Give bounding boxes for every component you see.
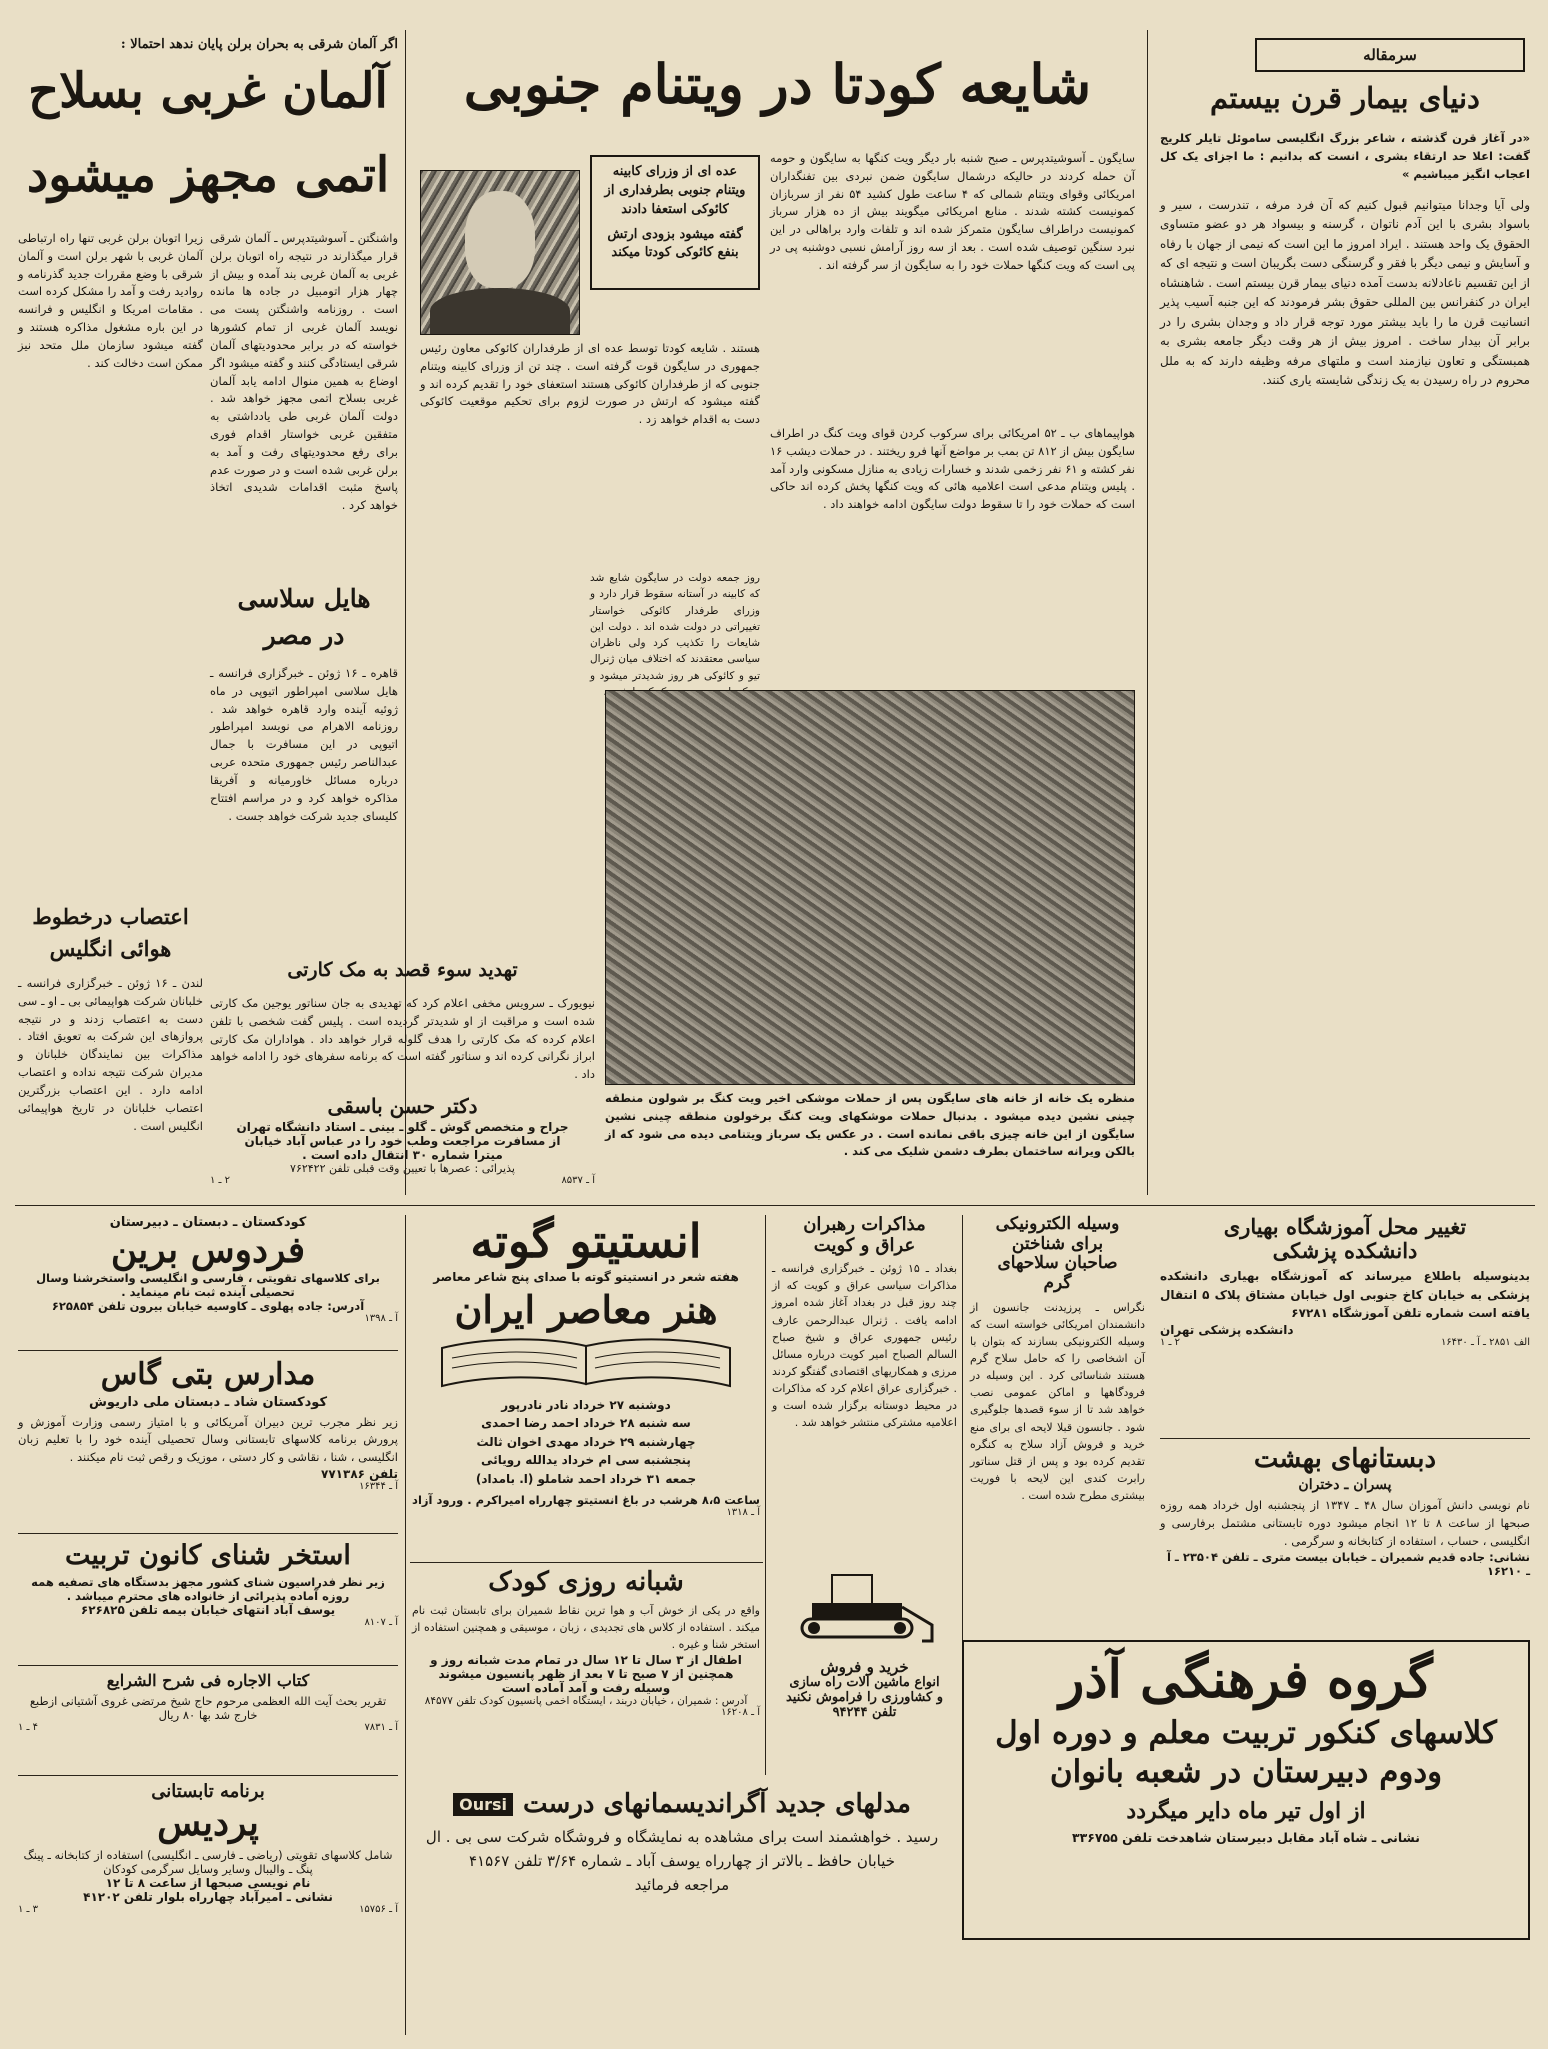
portrait-face bbox=[465, 191, 535, 289]
betti-sub: کودکستان شاد ـ دبستان ملی داریوش bbox=[88, 1394, 328, 1410]
germany-headline-1: آلمان غربی بسلاح bbox=[28, 63, 388, 119]
pool-address: یوسف آباد انتهای خیابان بیمه تلفن ۶۲۶۸۲۵ bbox=[80, 1603, 336, 1618]
ad-tractor bbox=[772, 1555, 957, 1770]
ad-oursi bbox=[412, 1790, 952, 2030]
portrait-photo bbox=[420, 170, 580, 335]
airline-title-2: هوائی انگلیس bbox=[49, 936, 172, 961]
pardis-name: پردیس bbox=[157, 1801, 259, 1844]
oursi-body: رسید . خواهشمند است برای مشاهده به نمایشگاه و فروشگاه شرکت سی بی . ال bbox=[425, 1827, 939, 1846]
behesht-body: نام نویسی دانش آموزان سال ۴۸ ـ ۱۳۴۷ از پنجشنبه اول خرداد همه روزه صبحها از ساعت ۸ تا ۱۲ انجام میشود دوره تابستانی مشتمل برفارسی و انگلیسی ، حساب ، استفاده از کتابخانه و سرگرمی . bbox=[1160, 1497, 1531, 1548]
column-rule bbox=[765, 1215, 766, 1775]
iraq-kuwait-story bbox=[772, 1215, 957, 1545]
kids-name: شبانه روزی کودک bbox=[488, 1567, 684, 1597]
doctor-line3: میترا شماره ۳۰ انتقال داده است . bbox=[302, 1148, 503, 1162]
kids-line2: همچنین از ۷ صبح تا ۷ بعد از ظهر پانسیون میشوند bbox=[438, 1667, 734, 1682]
azar-line1: کلاسهای کنکور تربیت معلم و دوره اول bbox=[995, 1714, 1497, 1751]
ad-rule bbox=[18, 1350, 398, 1351]
goethe-footer: ساعت ۸،۵ هرشب در باغ انستیتو چهارراه امیراکرم . ورود آزاد bbox=[412, 1492, 760, 1507]
airline-title-1: اعتصاب درخطوط bbox=[32, 904, 189, 929]
ad-book bbox=[18, 1672, 398, 1772]
germany-headline-2: اتمی مجهز میشود bbox=[26, 147, 390, 203]
pool-code: آ ـ ۸۱۰۷ bbox=[364, 1617, 398, 1629]
electronic-title-4: گرم bbox=[1043, 1272, 1072, 1293]
ad-rule bbox=[18, 1665, 398, 1666]
electronic-title-3: صاحبان سلاحهای bbox=[997, 1253, 1118, 1274]
doctor-codes bbox=[210, 1175, 595, 1186]
azar-name: گروه فرهنگی آذر bbox=[1059, 1649, 1433, 1710]
ad-doctor bbox=[210, 1095, 595, 1200]
doctor-line2: از مسافرت مراجعت وطب خود را در عباس آباد خیابان bbox=[244, 1134, 561, 1148]
electronic-body: نگراس ـ پرزیدنت جانسون از دانشمندان امریکائی خواسته است که وسیله الکترونیکی بسازند که بتوان با آن اشخاصی را که حامل سلاح گرم هستند شناسائی کرد . این وسیله در فرودگاهها و اماکن عمومی نصب خواهد شد تا از سوء قصدها جلوگیری شود . جانسون قبلا لایحه ای برای منع خرید و فروش آزاد سلاح به کنگره تقدیم کرده بود و پس از قتل سناتور رابرت کندی این لایحه با فوریت بیشتری مطرح شده است . bbox=[970, 1301, 1145, 1502]
airline-body: لندن ـ ۱۶ ژوئن ـ خبرگزاری فرانسه ـ خلبانان شرکت هواپیمائی بی ـ او ـ سی دست به اعتصاب زدند و در نتیجه پروازهای این شرکت به تعویق افتاد . مذاکرات بین نمایندگان خلبانان و مدیران شرکت نتیجه نداده و اعتصاب ادامه دارد . این اعتصاب بزرگترین اعتصاب خلبانان در تاریخ هواپیمائی انگلیس است . bbox=[18, 976, 203, 1133]
doctor-code: آ ـ ۸۵۳۷ bbox=[561, 1175, 595, 1186]
kids-address: آدرس : شمیران ، خیابان دربند ، ایستگاه اخمی پانسیون کودک تلفن ۸۴۵۷۷ bbox=[424, 1695, 748, 1708]
tractor-line3: و کشاورزی را فراموش نکنید bbox=[785, 1690, 944, 1706]
nursing-sign: دانشکده پزشکی تهران bbox=[1160, 1323, 1294, 1338]
book-codes bbox=[18, 1722, 398, 1733]
doctor-name: دکتر حسن باسقی bbox=[327, 1094, 478, 1118]
nursing-code-2: ۲ ـ ۱ bbox=[1160, 1337, 1181, 1349]
goethe-name: انستیتو گوته bbox=[470, 1214, 702, 1268]
kids-line1: اطفال از ۳ سال تا ۱۲ سال در تمام مدت شبانه روز و bbox=[430, 1653, 742, 1668]
book-title: کتاب الاجاره فی شرح الشرایع bbox=[106, 1671, 310, 1690]
ferdows-top: کودکستان ـ دبستان ـ دبیرستان bbox=[109, 1215, 307, 1230]
goethe-row: دوشنبه ۲۷ خرداد نادر نادرپور bbox=[501, 1397, 671, 1412]
electronic-title-2: برای شناختن bbox=[1011, 1233, 1104, 1254]
tractor-phone: تلفن ۹۴۲۴۴ bbox=[832, 1705, 897, 1721]
tractor-line2: انواع ماشین آلات راه سازی bbox=[789, 1675, 940, 1691]
pardis-code: آ ـ ۱۵۷۵۶ bbox=[359, 1904, 398, 1916]
goethe-row: چهارشنبه ۲۹ خرداد مهدی اخوان ثالث bbox=[476, 1434, 696, 1449]
oursi-cta: مراجعه فرمائید bbox=[634, 1875, 730, 1894]
betti-body: زیر نظر مجرب ترین دبیران آمریکائی و با امتیاز رسمی وزارت آموزش و پرورش برنامه کلاسهای تابستانی وسال تحصیلی آینده خود را با تعلیم زبان انگلیسی ، شنا ، نقاشی و کار دستی ، موزیک و رقص ثبت نام میکنند . bbox=[18, 1414, 398, 1465]
betti-phone: تلفن ۷۷۱۳۸۶ bbox=[321, 1466, 398, 1481]
azar-line2: ودوم دبیرستان در شعبه بانوان bbox=[1049, 1754, 1443, 1791]
open-book-icon bbox=[412, 1334, 760, 1394]
oursi-brand-logo: Oursi bbox=[453, 1793, 513, 1816]
doctor-code-2: ۲ ـ ۱ bbox=[210, 1175, 231, 1186]
nursing-title-2: دانشکده پزشکی bbox=[1272, 1238, 1418, 1264]
saigon-story-col4: روز جمعه دولت در سایگون شایع شد که کابینه در آستانه سقوط قرار دارد و وزرای طرفدار کائوکی خواستار تغییراتی در دولت شده اند . دولت این شایعات را تکذیب کرد ولی ناظران سیاسی معتقدند که اختلاف میان ژنرال تیو و کائوکی هر روز شدیدتر میشود و bbox=[590, 572, 760, 682]
pardis-body: شامل کلاسهای تقویتی (ریاضی ـ فارسی ـ انگلیسی) استفاده از کتابخانه ـ پینگ پنگ ـ والیبال وسایر وسایل سرگرمی کودکان bbox=[23, 1848, 393, 1877]
ad-pardis bbox=[18, 1782, 398, 2042]
book-code: آ ـ ۷۸۳۱ bbox=[364, 1722, 398, 1734]
oursi-header bbox=[412, 1790, 952, 1820]
editorial-title: دنیای بیمار قرن بیستم bbox=[1210, 81, 1480, 115]
ad-kids bbox=[412, 1568, 760, 1773]
boxed-note-line1: عده ای از وزرای کابینه ویتنام جنوبی بطرفداری از کائوکی استعفا دادند bbox=[604, 164, 746, 217]
oursi-title: مدلهای جدید آگراندیسمانهای درست bbox=[523, 1789, 911, 1819]
doctor-line4: پذیرائی : عصرها با تعیین وقت قبلی تلفن ۷۶۲۴۲۲ bbox=[290, 1162, 515, 1175]
column-rule bbox=[405, 1215, 406, 2035]
goethe-row: جمعه ۳۱ خرداد احمد شاملو (ا. بامداد) bbox=[475, 1471, 697, 1486]
pardis-codes bbox=[18, 1904, 398, 1915]
ad-rule bbox=[18, 1775, 398, 1776]
goethe-title: هنر معاصر ایران bbox=[454, 1286, 718, 1332]
germany-body-2: زیرا اتوبان برلن غربی تنها راه ارتباطی آلمان غربی با شهر برلن است و آلمان شرقی با وضع مقررات جدید گذرنامه و روادید رفت و آمد را مشکل کرده است . مقامات امریکا و انگلیس و فرانسه در این باره مشغول مذاکره هستند و گفته میشود سازمان ملل متحد نیز ممکن است دخالت کند . bbox=[18, 231, 203, 370]
ad-betti bbox=[18, 1358, 398, 1528]
behesht-address: نشانی: جاده قدیم شمیران ـ خیابان بیست متری ـ تلفن ۲۳۵۰۴ ـ آ ـ ۱۶۲۱۰ bbox=[1166, 1550, 1530, 1579]
ad-azar bbox=[962, 1640, 1530, 1940]
oursi-address: خیابان حافظ ـ بالاتر از چهارراه یوسف آباد ـ شماره ۳/۶۴ تلفن ۴۱۵۶۷ bbox=[468, 1851, 896, 1870]
pardis-address: نشانی ـ امیرآباد چهارراه بلوار تلفن ۴۱۲۰۲ bbox=[83, 1890, 333, 1905]
ad-pool bbox=[18, 1540, 398, 1660]
kids-line3: وسیله رفت و آمد آماده است bbox=[501, 1681, 671, 1696]
pardis-code-2: ۳ ـ ۱ bbox=[18, 1904, 39, 1916]
goethe-row: سه شنبه ۲۸ خرداد احمد رضا احمدی bbox=[481, 1416, 691, 1431]
boxed-note bbox=[590, 155, 760, 290]
goethe-schedule bbox=[412, 1396, 760, 1489]
column-rule bbox=[1147, 30, 1148, 1195]
electronic-title-1: وسیله الکترونیکی bbox=[995, 1214, 1120, 1234]
nursing-body: بدینوسیله باطلاع میرساند که آموزشگاه بهیاری دانشکده پزشکی به خیابان کاخ جنوبی اول خیابان مشتاق پلاک ۵ انتقال یافته است شماره تلفن آموزشگاه ۶۷۲۸۱ bbox=[1160, 1269, 1530, 1321]
mccarthy-title: تهدید سوء قصد به مک کارتی bbox=[287, 959, 518, 981]
azar-line3: از اول تیر ماه دایر میگردد bbox=[1126, 1798, 1366, 1825]
editorial-body: ولی آیا وجدانا میتوانیم قبول کنیم که آن فرد مرفه ، تندرست ، سیر و باسواد بشری با این آدم ناتوان ، گرسنه و بیسواد هر دو عضو متساوی الحقوق یک واحد هستند . ایراد امروز ما این است که نیمی از جهان با رفاه و آسایش و نیمی دیگر با فقر و گرسنگی دست بگریبان است و نتیجه ای که از این تقسیم ناعادلانه بدست آمده دنیای بیمار قرن بیستم است . شاهنشاه ایران در کنفرانس بین المللی حقوق بشر فرمودند که این جنبه آسیب پذیر انسانیت قرن ما را باید بیشتر مورد توجه قرار داد و وجدان بشری را در برابر آن بیدار ساخت . امروز بیش از هر وقت دیگر جامعه بشری به همبستگی و تعاون نیازمند است و ملتهای مرفه وظیفه دارند که به ملل محروم در راه رسیدن به یک زندگی شایسته یاری کنند. bbox=[1160, 198, 1530, 387]
book-body: تقریر بحث آیت الله العظمی مرحوم حاج شیخ مرتضی غروی آشتیانی ازطبع خارج شد بها ۸۰ ریال bbox=[29, 1694, 387, 1723]
behesht-sub: پسران ـ دختران bbox=[1298, 1476, 1392, 1493]
goethe-sub: هفته شعر در انستیتو گوته با صدای پنج شاعر معاصر bbox=[433, 1269, 739, 1284]
saigon-story-col2: هستند . شایعه کودتا توسط عده ای از طرفداران کائوکی معاون رئیس جمهوری در سایگون قوت گرفته است . چند تن از وزرای کابینه ویتنام جنوبی که از طرفداران کائوکی هستند استعفای خود را تقدیم کرده اند و گفته میشود که ارتش در صورت لزوم برای تحکیم موقعیت کائوکی دست به اقدام خواهد زد . bbox=[420, 341, 760, 427]
goethe-row: پنجشنبه سی ام خرداد یدالله رویائی bbox=[481, 1453, 691, 1468]
ad-nursing bbox=[1160, 1215, 1530, 1430]
betti-code: آ ـ ۱۶۳۴۴ bbox=[359, 1480, 398, 1492]
iraq-kuwait-title-1: مذاکرات رهبران bbox=[803, 1214, 926, 1235]
book-code-2: ۴ ـ ۱ bbox=[18, 1722, 39, 1734]
selassie-body: قاهره ـ ۱۶ ژوئن ـ خبرگزاری فرانسه ـ هایل سلاسی امپراطور اتیوپی در ماه ژوئیه آینده وارد قاهره خواهد شد . روزنامه الاهرام می نویسد امپراطور اتیوپی در این مسافرت با جمال عبدالناصر رئیس جمهوری متحده عربی درباره مسائل خاورمیانه و آفریقا مذاکره خواهد کرد و در مراسم افتتاح کلیسای جدید شرکت خواهد جست . bbox=[210, 666, 398, 823]
kids-code: آ ـ ۱۶۲۰۸ bbox=[721, 1707, 760, 1719]
iraq-kuwait-body: بغداد ـ ۱۵ ژوئن ـ خبرگزاری فرانسه ـ مذاکرات سیاسی عراق و کویت که از چند روز قبل در بغداد آغاز شده امروز ادامه یافت . ژنرال عبدالرحمن عارف رئیس جمهوری عراق و شیخ صباح السالم الصباح امیر کویت درباره مسائل مرزی و همکاریهای اقتصادی گفتگو کردند . خبرگزاری عراق اعلام کرد که مذاکرات در محیط دوستانه برگزار شده است و اعلامیه مشترکی منتشر خواهد شد . bbox=[772, 1262, 958, 1429]
editorial-label: سرمقاله bbox=[1363, 46, 1417, 64]
war-photo-caption: منظره یک خانه از خانه های سایگون پس از حملات موشکی اخیر ویت کنگ بر شولون منطقه چینی نشین دیده میشود . بدنبال حملات موشکهای ویت کنگ برخولون منطقه چینی نشین سایگون از این خانه چیزی باقی نمانده است . در عکس یک سرباز ویتنامی دیده می شود که از بالکن ویرانه ساختمان بطرف دشمن شلیک می کند . bbox=[605, 1091, 1135, 1159]
betti-name: مدارس بتی گاس bbox=[100, 1357, 316, 1392]
editorial-label-box bbox=[1255, 38, 1525, 72]
ferdows-code: آ ـ ۱۳۹۸ bbox=[364, 1313, 398, 1325]
ad-rule bbox=[1160, 1438, 1530, 1439]
pool-name: استخر شنای کانون تربیت bbox=[65, 1540, 351, 1571]
tractor-line1: خرید و فروش bbox=[820, 1658, 909, 1676]
war-photo bbox=[605, 690, 1135, 1085]
ferdows-address: آدرس: جاده پهلوی ـ کاوسیه خیابان بیرون تلفن ۶۲۵۸۵۴ bbox=[51, 1299, 365, 1314]
ferdows-body: برای کلاسهای تقویتی ، فارسی و انگلیسی واستخرشنا وسال تحصیلی آینده ثبت نام مینماید . bbox=[36, 1271, 380, 1300]
ad-rule bbox=[18, 1533, 398, 1534]
nursing-code: الف ۲۸۵۱ ـ آ ـ ۱۶۴۳۰ bbox=[1440, 1337, 1530, 1349]
saigon-story-col1: سایگون ـ آسوشیتدپرس ـ صبح شنبه بار دیگر ویت کنگها به سایگون و حومه آن حمله کردند در حالیکه درشمال سایگون ضمن نبردی بین تفنگداران امریکائی وقوای ویتنام شمالی که ۴ ساعت طول کشید ۵۴ نفر از سربازان کمونیست کشته شدند . منابع امریکائی میگویند بیش از ده هزار سرباز کمونیست دراطراف سایگون متمرکز شده اند و تلفات وارد براهالی در این نبرد سنگین توصیف شده است . بعد از سه روز آرامش نسبی دوشنبه پی در پی است که ویت کنگها حملات خود را به سایگون از سر گرفته اند . bbox=[770, 151, 1136, 272]
ad-rule bbox=[410, 1562, 763, 1563]
azar-address: نشانی ـ شاه آباد مقابل دبیرستان شاهدخت تلفن ۳۳۶۷۵۵ bbox=[1072, 1830, 1420, 1846]
goethe-code: آ ـ ۱۳۱۸ bbox=[726, 1506, 760, 1518]
nursing-title-1: تغییر محل آموزشگاه بهیاری bbox=[1223, 1214, 1467, 1239]
iraq-kuwait-title-2: عراق و کویت bbox=[813, 1234, 916, 1256]
pardis-top: برنامه تابستانی bbox=[151, 1781, 265, 1802]
pardis-hours: نام نویسی صبحها از ساعت ۸ تا ۱۲ bbox=[105, 1876, 311, 1891]
saigon-story-col3: هواپیماهای ب ـ ۵۲ امریکائی برای سرکوب کردن قوای ویت کنگ در اطراف سایگون بیش از ۸۱۲ تن بمب بر مواضع آنها فرو ریختند . در حملات دیشب ۱۶ نفر کشته و ۶۱ نفر زخمی شدند و خسارات زیادی به منازل مسکونی وارد آمد . پلیس ویتنام مدعی است اعلامیه هائی که ویت کنگها پخش کرده اند حاکی است که حملات خود را تا سقوط دولت سایگون ادامه خواهند داد . bbox=[770, 426, 1136, 512]
section-rule bbox=[15, 1205, 1535, 1206]
bulldozer-icon bbox=[772, 1555, 957, 1655]
behesht-name: دبستانهای بهشت bbox=[1253, 1444, 1437, 1474]
doctor-line1: جراح و متخصص گوش ـ گلو ـ بینی ـ استاد دانشگاه تهران bbox=[236, 1120, 569, 1134]
ad-behesht bbox=[1160, 1445, 1530, 1625]
selassie-title-1: هایل سلاسی bbox=[237, 584, 371, 613]
ferdows-name: فردوس برین bbox=[110, 1229, 306, 1271]
ad-goethe bbox=[412, 1215, 760, 1560]
ad-ferdows bbox=[18, 1215, 398, 1345]
pool-body: زیر نظر فدراسیون شنای کشور مجهز بدستگاه های تصفیه همه روزه آماده پذیرائی از خانواده های محترم میباشد . bbox=[31, 1575, 385, 1604]
portrait-shoulders bbox=[430, 288, 569, 334]
boxed-note-line2: گفته میشود بزودی ارتش بنفع کائوکی کودتا میکند bbox=[607, 226, 743, 261]
main-headline: شایعه کودتا در ویتنام جنوبی bbox=[463, 52, 1092, 116]
kids-body: واقع در یکی از خوش آب و هوا ترین نقاط شمیران برای تابستان ثبت نام میکند . استفاده از کلاس های تجدیدی ، زبان ، موسیقی و همچنین استفاده از استخر شنا و غیره . bbox=[412, 1603, 760, 1651]
editorial-intro: «در آغاز قرن گذشته ، شاعر بزرگ انگلیسی ساموئل تایلر کلریج گفت: اعلا حد ارتقاء بشری ، انست که بدانیم : ما اجزای یک کل اعجاب انگیز میباشیم » bbox=[1160, 131, 1530, 181]
nursing-codes bbox=[1160, 1337, 1530, 1348]
germany-body: واشنگتن ـ آسوشیتدپرس ـ آلمان شرقی قرار میگذارند در نتیجه راه اتوبان برلن غربی به آلمان غربی بند آمده و بیش از چهار هزار اتومبیل در جاده ها مانده است . روزنامه واشنگتن پست می نویسد آلمان غربی از تمام کشورها خواسته که در برابر محدودیتهای آلمان شرقی ایستادگی کنند و گفته میشود اگر اوضاع به همین منوال ادامه یابد آلمان غربی بسلاح اتمی مجهز خواهد شد . دولت آلمان غربی طی یادداشتی به متفقین غربی خواستار اقدام فوری برای رفع محدودیتهای رفت و آمد به برلن غربی شده است و در صورت عدم پاسخ مثبت اقدامات شدیدی اتخاذ خواهد کرد . bbox=[210, 231, 398, 513]
mccarthy-body: نیویورک ـ سرویس مخفی اعلام کرد که تهدیدی به جان سناتور یوجین مک کارتی شده است و مراقبت از او شدیدتر گردیده است . پلیس گفت شخصی با تلفن اعلام کرده که مک کارتی را هدف گلوله قرار خواهد داد . هواداران مک کارتی ابراز نگرانی کرده اند و سناتور گفته است که برنامه سفرهای خود را ادامه خواهد داد . bbox=[210, 996, 595, 1082]
selassie-title-2: در مصر bbox=[263, 621, 345, 650]
germany-kicker: اگر آلمان شرقی به بحران برلن پایان ندهد احتمالا : bbox=[120, 37, 398, 52]
